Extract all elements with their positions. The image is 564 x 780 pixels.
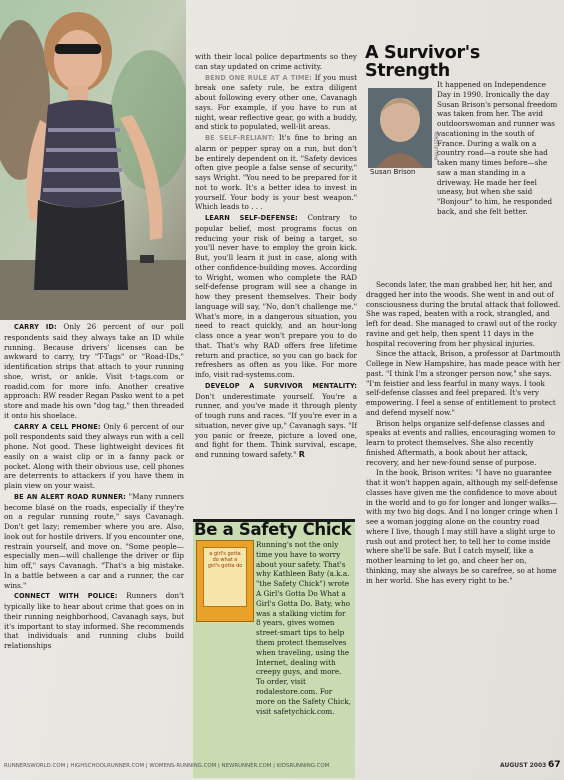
right-column xyxy=(366,280,561,754)
police-continued-text: with their local police departments so they can stay updated on crime activity. xyxy=(195,52,357,71)
survivor-headline xyxy=(365,44,561,80)
right-column-wrap xyxy=(437,80,561,216)
self-reliant-lead: BE SELF-RELIANT: xyxy=(205,134,275,142)
footer-date: AUGUST 2003 xyxy=(500,762,547,769)
runner-photo xyxy=(0,0,186,320)
runner-illustration xyxy=(0,0,186,320)
left-column xyxy=(4,322,184,754)
survivor-mentality-text: Don't underestimate yourself. You're a runner, and you've made it through plenty of tough runs and races. "If you're ever in a situation, never give up," Cavanagh says. "If you panic or freeze, picture a loved one, and fight for them. Think survival, escape, and running toward safety." xyxy=(195,391,357,459)
photo-credit: PHILLIP STARK xyxy=(434,131,439,160)
footer-sites: RUNNERSWORLD.COM | HIGHSCHOOLRUNNER.COM | WOMENS-RUNNING.COM | NEWRUNNER.COM | KIDSRUNNING.COM xyxy=(4,763,330,769)
bend-rule-lead: BEND ONE RULE AT A TIME: xyxy=(205,73,312,82)
middle-column xyxy=(195,52,357,516)
survivor-p5: In the book, Brison writes: "I have no guarantee that it won't happen again, although my self-defense classes have given me the confidence to move about in the world and to go for longer and longer walks—with my two big dogs. And I no longer cringe when I see a woman jogging alone on the country road where I live, though I may still have a slight urge to rush out and protect her, to tell her to come inside where she'll be safe. But I catch myself, like a mother learning to let go, and cheer her on, thinking, may she always be so carefree, so at home in her world. She has every right to be." xyxy=(366,468,558,585)
self-reliant-text: It's fine to bring an alarm or pepper spray on a run, but don't be entirely dependent on it. "Safety devices often give people a false sense of security," says Wright. "You need to be prepared for it not to work. It's a better idea to invest in yourself. Your body is your best weapon." Which leads to . . . xyxy=(195,133,357,212)
headline-line1: A Survivor's xyxy=(365,43,480,63)
survivor-p3: Since the attack, Brison, a professor at Dartmouth College in New Hampshire, has made peace with her past. "I think I'm a stronger person now," she says. "I'm feistier and less fearful in many ways. I took self-defense classes and feel prepared. It's very empowering. I feel a sense of entitlement to protect and defend myself now." xyxy=(366,349,561,417)
brison-portrait xyxy=(368,88,432,168)
alert-runner-text: "Many runners become blasé on the roads, especially if they're on a regular running route," says Cavanagh. Don't get lazy; remember where you are. Also, look out for hostile drivers. If you encounter one, restrain yourself, and move on. "Some people—especially men—will challenge the driver or flip him off," says Cavanagh. "That's a big mistake. In a battle between a car and a runner, the car wins." xyxy=(4,491,184,590)
carry-id-lead: CARRY ID: xyxy=(14,323,57,331)
cell-phone-lead: CARRY A CELL PHONE: xyxy=(14,422,101,431)
survivor-p2: Seconds later, the man grabbed her, hit her, and dragged her into the woods. She went in and out of consciousness during the brutal attack that followed. She was raped, beaten with a rock, strangled, and left for dead. She managed to crawl out of the rocky ravine and get help, then spent 11 days in the hospital recovering from her physical injuries. xyxy=(366,280,561,348)
bend-rule-text: If you must break one safety rule, be extra diligent about following every other one, Cavanagh says. For example, if you have to run at night, wear reflective gear, go with a buddy, and stick to populated, well-lit areas. xyxy=(195,72,357,132)
headline-line2: Strength xyxy=(365,61,450,81)
survivor-mentality-lead: DEVELOP A SURVIVOR MENTALITY: xyxy=(205,381,357,390)
alert-runner-lead: BE AN ALERT ROAD RUNNER: xyxy=(14,492,126,501)
book-cover-panel xyxy=(203,547,247,607)
brison-photo xyxy=(368,88,432,168)
cell-phone-text: Only 6 percent of our poll respondents said they always run with a cell phone. Not good. These lightweight devices fit easily on a waist clip or in a fanny pack or pocket. Along with their obvious use, cell phones are deterrents to attackers if you have them in plain view on your waist. xyxy=(4,421,184,490)
book-cover-title: a girl's gotta do what a girl's gotta do xyxy=(207,551,243,569)
sidebar-text-block xyxy=(256,540,352,716)
police-lead: CONNECT WITH POLICE: xyxy=(14,592,118,601)
end-mark: R xyxy=(298,450,305,459)
book-cover xyxy=(196,540,254,622)
survivor-p4: Brison helps organize self-defense classes and speaks at events and rallies, encouraging women to learn to protect themselves. She also recently finished Aftermath, a book about her attack, recovery, and her new-found sense of purpose. xyxy=(366,418,556,467)
sidebar-text: Running's not the only time you have to worry about your safety. That's why Kathleen Baty (a.k.a. "the Safety Chick") wrote A Girl's Gotta Do What a Girl's Gotta Do. Baty, who was a stalking victim for 8 years, gives women street-smart tips to help them protect themselves when traveling, using the Internet, dealing with creepy guys, and more. To order, visit rodalestore.com. For more on the Safety Chick, visit safetychick.com. xyxy=(256,540,351,716)
police-text: Runners don't typically like to hear about crime that goes on in their running neighborhood, Cavanagh says, but it's important to stay informed. She recommends that individuals and running clubs build relationships xyxy=(4,591,184,650)
photo-caption: Susan Brison xyxy=(370,168,416,176)
page-number: 67 xyxy=(548,760,561,770)
carry-id-text: Only 26 percent of our poll respondents said they always take an ID while running. Because drivers' licenses can be awkward to carry, try "T-Tags" or "Road-IDs," identification strips that attach to your running shoe, wrist, or ankle. Visit t-tags.com or roadid.com for more info. Another creative approach: RW reader Regan Pasko went to a pet store and made his own "dog tag," then threaded it onto his shoelace. xyxy=(4,322,184,420)
page-footer xyxy=(0,760,564,774)
survivor-intro-text: It happened on Independence Day in 1990. Ironically the day Susan Brison's personal freedom was taken from her. The avid outdoorswoman and runner was vacationing in the south of France. During a walk on a country road—a route she had taken many times before—she saw a man standing in a driveway. He made her feel uneasy, but when she said "Bonjour" to him, he responded back, and she felt better. xyxy=(437,80,558,216)
self-defense-lead: LEARN SELF-DEFENSE: xyxy=(205,214,298,222)
self-defense-text: Contrary to popular belief, most programs focus on reducing your risk of being a target, so you'll never have to employ the groin kick. But, you'll learn it just in case, along with other confidence-building moves. According to Wright, women who complete the RAD self-defense program will see a change in how they present themselves. Their body language will say, "No, don't challenge me." What's more, in a dangerous situation, you need to react quickly, and an hour-long class once a year won't prepare you to do that. That's why RAD offers free lifetime return and practice, so you can go back for refreshers as often as you like. For more info, visit rad-systems.com. xyxy=(195,213,357,379)
sidebar-title: Be a Safety Chick xyxy=(194,520,352,539)
